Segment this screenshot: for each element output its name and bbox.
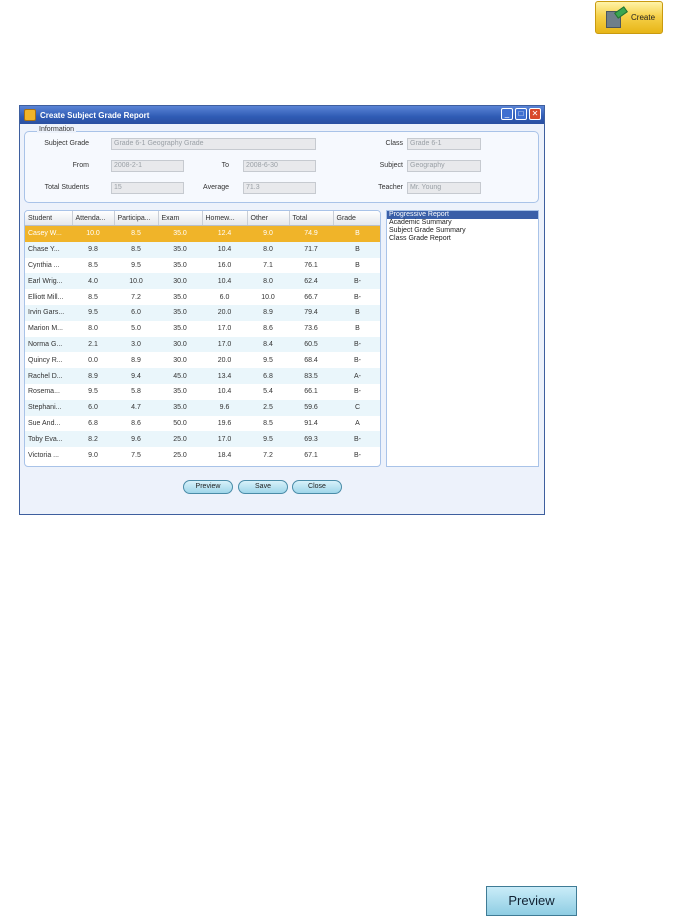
- student-name-cell: Rosema...: [28, 388, 60, 396]
- create-button-label: Create: [631, 13, 656, 22]
- table-cell: 9.8: [72, 242, 114, 258]
- table-cell: 8.5: [263, 419, 273, 427]
- column-header-grade[interactable]: Grade: [333, 211, 381, 226]
- table-cell: 16.0: [217, 261, 232, 269]
- table-cell: 2.5: [247, 400, 289, 416]
- table-row[interactable]: [25, 416, 381, 432]
- student-name-cell: Earl Wrig...: [25, 273, 72, 289]
- table-cell: 8.9: [72, 368, 114, 384]
- table-cell: 9.6: [114, 431, 158, 447]
- table-cell: 9.5: [72, 305, 114, 321]
- table-cell: 9.5: [131, 261, 141, 269]
- title-bar[interactable]: [20, 106, 544, 124]
- column-header-homework[interactable]: Homew...: [202, 211, 247, 226]
- table-cell: 76.1: [304, 261, 318, 269]
- table-cell: 8.6: [131, 419, 141, 427]
- table-cell: 8.2: [72, 431, 114, 447]
- table-cell: 35.0: [173, 293, 187, 301]
- maximize-button[interactable]: □: [515, 108, 527, 120]
- student-name-cell: Irvin Gars...: [25, 305, 72, 321]
- to-label: To: [221, 162, 229, 169]
- column-header-total[interactable]: Total: [289, 211, 333, 226]
- table-cell: B: [355, 261, 360, 269]
- column-header-student[interactable]: Student: [25, 211, 72, 226]
- table-cell: 9.0: [88, 451, 98, 459]
- table-row[interactable]: [25, 337, 381, 353]
- create-subject-grade-report-dialog: [19, 105, 545, 515]
- table-cell: B-: [354, 356, 361, 364]
- table-cell: 62.4: [289, 273, 333, 289]
- table-cell: 4.7: [114, 400, 158, 416]
- table-cell: 9.5: [263, 356, 273, 364]
- table-cell: 45.0: [158, 368, 202, 384]
- table-row[interactable]: [25, 352, 381, 368]
- table-cell: 74.9: [289, 226, 333, 242]
- student-name-cell: Rachel D...: [25, 368, 72, 384]
- table-cell: 6.8: [88, 419, 98, 427]
- table-row[interactable]: [25, 368, 381, 384]
- information-legend: Information: [39, 126, 75, 133]
- table-cell: 8.0: [88, 325, 98, 333]
- table-cell: 5.4: [263, 388, 273, 396]
- table-cell: B: [333, 226, 381, 242]
- column-header-participation[interactable]: Participa...: [114, 211, 158, 226]
- table-cell: 35.0: [173, 388, 187, 396]
- total-students-label: Total Students: [44, 184, 89, 191]
- student-name-cell: Sue And...: [28, 419, 61, 427]
- table-cell: 6.0: [219, 293, 230, 301]
- average-field[interactable]: 71.3: [243, 182, 316, 194]
- student-name-cell: Stephani...: [25, 400, 72, 416]
- subject-grade-label: Subject Grade: [44, 140, 89, 147]
- table-cell: 6.8: [247, 368, 289, 384]
- from-field[interactable]: 2008-2-1: [111, 160, 184, 172]
- create-report-icon: [606, 9, 626, 27]
- student-name-cell: Chase Y...: [25, 242, 72, 258]
- table-cell: 9.5: [247, 431, 289, 447]
- report-item-academic-summary[interactable]: Academic Summary: [389, 219, 452, 226]
- column-header-other[interactable]: Other: [247, 211, 289, 226]
- teacher-field[interactable]: Mr. Young: [407, 182, 481, 194]
- table-row[interactable]: [25, 273, 381, 289]
- table-cell: B: [333, 305, 381, 321]
- table-cell: 73.6: [304, 325, 318, 333]
- subject-grade-field[interactable]: Grade 6-1 Geography Grade: [111, 138, 316, 150]
- table-cell: 7.5: [131, 451, 141, 459]
- preview-button[interactable]: Preview: [183, 480, 233, 494]
- table-cell: 8.0: [247, 273, 289, 289]
- table-cell: 0.0: [88, 356, 98, 364]
- table-row[interactable]: [25, 384, 381, 400]
- student-name-cell: Elliott Mill...: [28, 293, 64, 301]
- table-cell: 66.1: [304, 388, 318, 396]
- table-row[interactable]: [25, 447, 381, 463]
- table-cell: 67.1: [304, 451, 318, 459]
- table-cell: 35.0: [158, 226, 202, 242]
- window-title: Create Subject Grade Report: [40, 110, 150, 120]
- student-name-cell: Casey W...: [25, 226, 72, 242]
- table-cell: 8.5: [114, 226, 158, 242]
- table-cell: 8.9: [131, 356, 141, 364]
- information-group: [24, 126, 539, 203]
- table-cell: 7.1: [263, 261, 273, 269]
- table-cell: 35.0: [158, 400, 202, 416]
- table-cell: 30.0: [158, 337, 202, 353]
- teacher-label: Teacher: [378, 184, 403, 191]
- table-cell: 10.4: [202, 242, 247, 258]
- table-cell: 8.4: [247, 337, 289, 353]
- save-button[interactable]: Save: [238, 480, 288, 494]
- table-cell: B-: [333, 337, 381, 353]
- table-cell: 17.0: [202, 337, 247, 353]
- table-row[interactable]: [25, 258, 381, 274]
- grade-table: [24, 210, 381, 467]
- subject-label: Subject: [379, 162, 403, 169]
- table-cell: 10.0: [72, 226, 114, 242]
- table-cell: B-: [354, 388, 361, 396]
- create-button[interactable]: [595, 1, 663, 34]
- table-cell: 10.0: [114, 273, 158, 289]
- table-cell: 8.5: [114, 242, 158, 258]
- table-cell: B-: [333, 431, 381, 447]
- student-name-cell: Cynthia ...: [28, 261, 60, 269]
- report-item-subject-grade-summary[interactable]: Subject Grade Summary: [389, 227, 466, 234]
- table-cell: 6.0: [114, 305, 158, 321]
- table-cell: 30.0: [173, 356, 187, 364]
- table-cell: 25.0: [173, 451, 187, 459]
- table-row[interactable]: [25, 305, 381, 321]
- close-window-button[interactable]: ✕: [529, 108, 541, 120]
- table-cell: 18.4: [217, 451, 232, 459]
- student-name-cell: Toby Eva...: [25, 431, 72, 447]
- table-cell: B-: [354, 451, 361, 459]
- column-header-attendance[interactable]: Attenda...: [72, 211, 114, 226]
- table-cell: 8.9: [247, 305, 289, 321]
- table-cell: 20.0: [202, 305, 247, 321]
- table-cell: 35.0: [158, 242, 202, 258]
- table-cell: 7.2: [131, 293, 141, 301]
- student-name-cell: Victoria ...: [28, 451, 59, 459]
- table-cell: 35.0: [158, 305, 202, 321]
- table-cell: 8.6: [263, 325, 273, 333]
- table-cell: 79.4: [289, 305, 333, 321]
- table-cell: 7.2: [263, 451, 273, 459]
- table-cell: 8.5: [88, 261, 98, 269]
- student-name-cell: Marion M...: [28, 325, 64, 333]
- table-cell: 13.4: [202, 368, 247, 384]
- table-cell: A-: [333, 368, 381, 384]
- table-cell: 2.1: [72, 337, 114, 353]
- table-cell: 69.3: [289, 431, 333, 447]
- table-cell: 35.0: [173, 325, 187, 333]
- from-label: From: [72, 162, 89, 169]
- table-cell: 10.0: [261, 293, 275, 301]
- table-cell: 10.4: [202, 273, 247, 289]
- table-cell: 9.0: [247, 226, 289, 242]
- to-field[interactable]: 2008-6-30: [243, 160, 316, 172]
- report-item-class-grade-report[interactable]: Class Grade Report: [389, 235, 451, 242]
- table-cell: 4.0: [72, 273, 114, 289]
- table-cell: 5.0: [131, 325, 141, 333]
- class-field[interactable]: Grade 6-1: [407, 138, 481, 150]
- table-cell: 35.0: [173, 261, 187, 269]
- table-cell: 68.4: [304, 356, 318, 364]
- student-name-cell: Quincy R...: [28, 356, 63, 364]
- table-row[interactable]: [25, 400, 381, 416]
- table-cell: 30.0: [158, 273, 202, 289]
- table-cell: 8.0: [247, 242, 289, 258]
- app-icon: [24, 109, 36, 121]
- table-cell: C: [333, 400, 381, 416]
- class-label: Class: [385, 140, 403, 147]
- table-cell: 83.5: [289, 368, 333, 384]
- table-cell: 3.0: [114, 337, 158, 353]
- table-cell: B-: [354, 293, 361, 301]
- table-cell: 71.7: [289, 242, 333, 258]
- table-cell: 17.0: [217, 325, 232, 333]
- table-cell: 9.5: [88, 388, 98, 396]
- table-cell: 25.0: [158, 431, 202, 447]
- close-button[interactable]: Close: [292, 480, 342, 494]
- table-row[interactable]: [25, 431, 381, 447]
- table-cell: 8.5: [88, 293, 98, 301]
- total-students-field[interactable]: 15: [111, 182, 184, 194]
- table-cell: A: [355, 419, 360, 427]
- table-cell: 6.0: [72, 400, 114, 416]
- table-cell: 66.7: [304, 293, 318, 301]
- average-label: Average: [203, 184, 229, 191]
- table-cell: 12.4: [202, 226, 247, 242]
- report-item-progressive-report[interactable]: Progressive Report: [387, 211, 538, 219]
- preview-large-button[interactable]: Preview: [486, 886, 577, 916]
- table-cell: 19.6: [217, 419, 232, 427]
- table-cell: 60.5: [289, 337, 333, 353]
- table-cell: 59.6: [289, 400, 333, 416]
- table-cell: 91.4: [304, 419, 318, 427]
- table-cell: 20.0: [217, 356, 232, 364]
- minimize-button[interactable]: _: [501, 108, 513, 120]
- student-name-cell: Norma G...: [25, 337, 72, 353]
- table-row[interactable]: [25, 242, 381, 258]
- table-cell: B: [355, 325, 360, 333]
- table-cell: 9.4: [114, 368, 158, 384]
- table-row[interactable]: [25, 321, 381, 337]
- column-header-exam[interactable]: Exam: [158, 211, 202, 226]
- table-cell: B-: [333, 273, 381, 289]
- table-cell: 10.4: [217, 388, 232, 396]
- subject-field[interactable]: Geography: [407, 160, 481, 172]
- table-cell: 17.0: [202, 431, 247, 447]
- table-cell: 9.6: [202, 400, 247, 416]
- report-type-list: [386, 210, 539, 467]
- table-cell: B: [333, 242, 381, 258]
- table-cell: 5.8: [131, 388, 141, 396]
- table-row[interactable]: [25, 289, 381, 305]
- table-cell: 50.0: [173, 419, 187, 427]
- table-row[interactable]: [25, 226, 381, 242]
